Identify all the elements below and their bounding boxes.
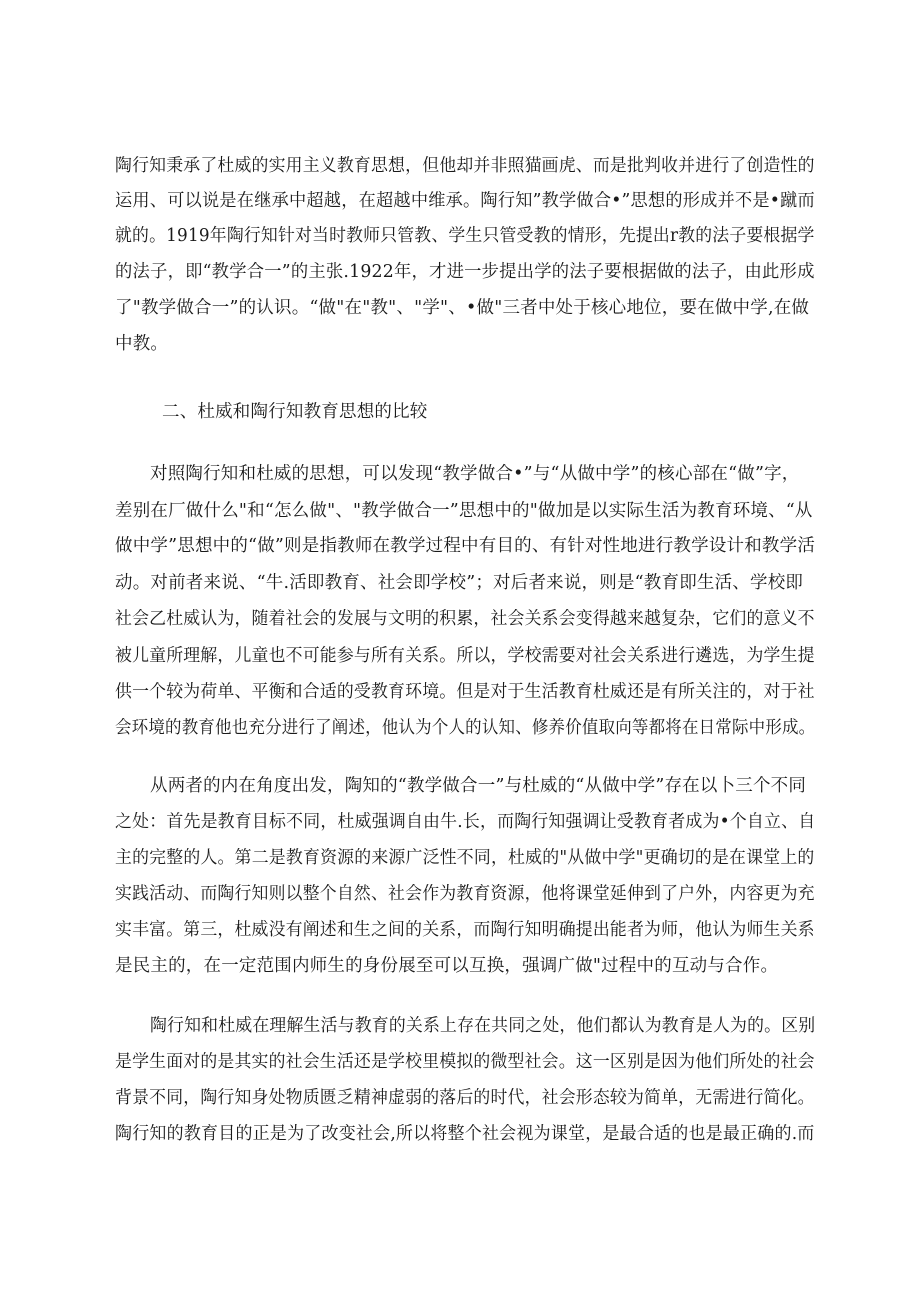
- paragraph-3-line: 主的完整的人。第二是教育资源的来源广泛性不同，杜威的"从做中学"更确切的是在课堂上的: [115, 848, 815, 868]
- paragraph-4-line: 陶行知的教育目的正是为了改变社会,所以将整个社会视为课堂，是最合适的也是最正确的.而: [115, 1124, 815, 1144]
- paragraph-1-line: 陶行知秉承了杜威的实用主义教育思想，但他却并非照猫画虎、而是批判收并进行了创造性的: [115, 156, 815, 176]
- paragraph-1-line: 就的。1919年陶行知针对当时教师只管教、学生只管受教的情形，先提出r教的法子要根据学: [115, 226, 815, 246]
- paragraph-2-line: 被儿童所理解，儿童也不可能参与所有关系。所以，学校需要对社会关系进行遴选，为学生提: [115, 646, 815, 666]
- paragraph-2-line: 做中学”思想中的“做”则是指教师在教学过程中有目的、有针对性地进行教学设计和教学活: [115, 536, 816, 556]
- paragraph-2-line: 会环境的教育他也充分进行了阐述，他认为个人的认知、修养价值取向等都将在日常际中形成。: [115, 718, 816, 738]
- paragraph-2-line: 供一个较为荷单、平衡和合适的受教育环境。但是对于生活教育杜威还是有所关注的，对于社: [115, 682, 815, 702]
- paragraph-4-line: 背景不同，陶行知身处物质匮乏精神虚弱的落后的时代，社会形态较为简单，无需进行简化。: [115, 1088, 815, 1108]
- section-heading: 二、杜威和陶行知教育思想的比较: [162, 402, 428, 422]
- paragraph-2-line: 社会乙杜威认为，随着社会的发展与文明的积累，社会关系会变得越来越复杂，它们的意义不: [115, 609, 815, 629]
- paragraph-1-line: 中教。: [115, 334, 169, 354]
- paragraph-4-line: 是学生面对的是其实的社会生活还是学校里模拟的微型社会。这一区别是因为他们所处的社会: [115, 1052, 815, 1072]
- paragraph-1-line: 了"教学做合一”的认识。“做"在"教"、"学"、•做"三者中处于核心地位，要在做中学,在做: [115, 298, 810, 318]
- paragraph-3-line: 实践活动、而陶行知则以整个自然、社会作为教育资源，他将课堂延伸到了户外，内容更为充: [115, 884, 815, 904]
- paragraph-2-line: 差别在厂做什么"和“怎么做"、"教学做合一”思想中的"做加是以实际生活为教育环境、“从: [115, 501, 813, 521]
- paragraph-2-line: 动。对前者来说、“牛.活即教育、社会即学校”；对后者来说，则是“教育即生活、学校即: [115, 573, 804, 593]
- paragraph-3-line: 从两者的内在角度出发，陶知的“教学做合一”与杜威的“从做中学”存在以卜三个不同: [150, 776, 807, 796]
- paragraph-4-line: 陶行知和杜威在理解生活与教育的关系上存在共同之处，他们都认为教育是人为的。区别: [150, 1016, 816, 1036]
- paragraph-2-line: 对照陶行知和杜威的思想，可以发现“教学做合•”与“从做中学”的核心部在“做”字，: [150, 464, 800, 484]
- paragraph-3-line: 之处：首先是教育目标不同，杜威强调自由牛.长，而陶行知强调让受教育者成为•个自立、自: [115, 812, 816, 832]
- paragraph-1-line: 的法子，即“教学合一”的主张.1922年，才进一步提出学的法子要根据做的法子，由此形成: [115, 262, 815, 282]
- paragraph-1-line: 运用、可以说是在继承中超越，在超越中维承。陶行知”教学做合•”思想的形成并不是•蹴而: [115, 191, 815, 211]
- paragraph-3-line: 是民主的，在一定范围内师生的身份展至可以互换，强调广做"过程中的互动与合作。: [115, 956, 779, 976]
- paragraph-3-line: 实丰富。第三，杜威没有阐述和生之间的关系，而陶行知明确提出能者为师，他认为师生关系: [115, 920, 815, 940]
